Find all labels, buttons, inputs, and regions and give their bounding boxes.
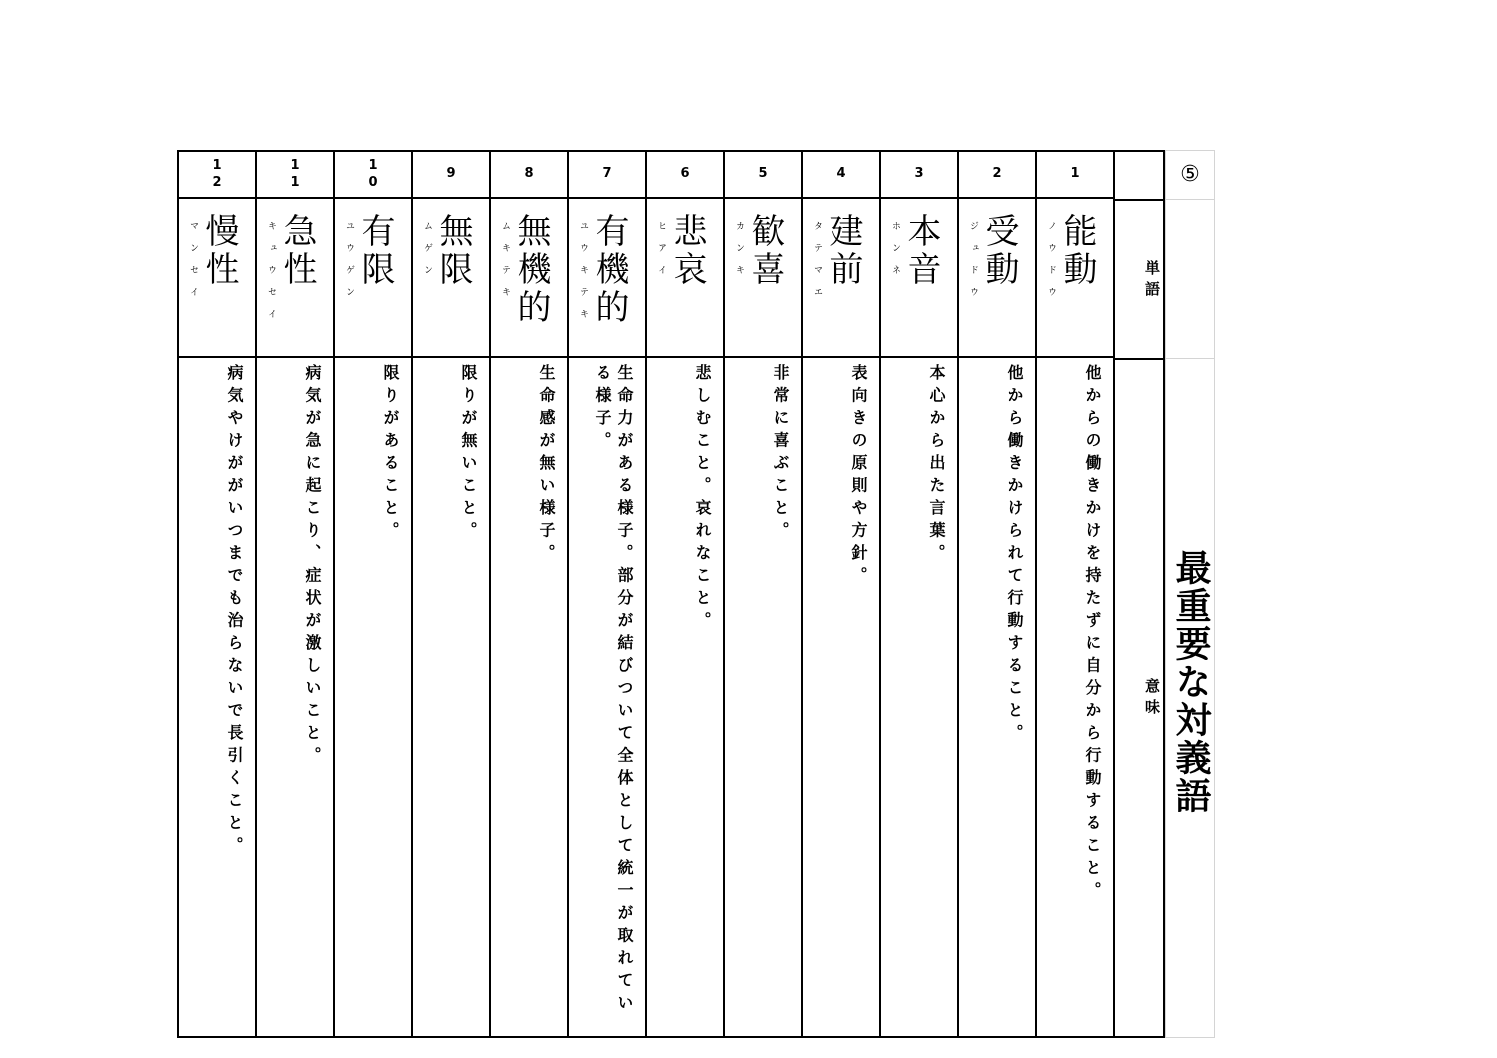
entry-reading: マンセイ <box>188 221 198 309</box>
entry-reading: ヒアイ <box>656 221 666 287</box>
entry-column-3 <box>881 152 959 1036</box>
entry-number: 11 <box>287 157 303 192</box>
title-column <box>1165 150 1215 1038</box>
entry-reading: ムキテキ <box>500 221 510 309</box>
entry-word: 悲哀 <box>667 213 707 289</box>
entry-number: 8 <box>521 166 537 183</box>
entry-word: 有機的 <box>589 213 629 327</box>
entry-number: 6 <box>677 166 693 183</box>
entry-number: 10 <box>365 157 381 192</box>
entry-column-8 <box>491 152 569 1036</box>
entry-meaning: 限りが無いこと。 <box>459 364 478 544</box>
entry-word: 本音 <box>901 213 941 289</box>
entry-number: 4 <box>833 166 849 183</box>
entry-column-7 <box>569 152 647 1036</box>
entry-reading: キュウセイ <box>266 221 276 331</box>
vocabulary-table <box>177 150 1115 1038</box>
entry-word: 歓喜 <box>745 213 785 289</box>
entry-reading: ユウキテキ <box>578 221 588 331</box>
entry-meaning: 表向きの原則や方針。 <box>849 364 868 589</box>
entry-column-5 <box>725 152 803 1036</box>
entry-reading: ノウドウ <box>1046 221 1056 309</box>
entry-number: 12 <box>209 157 225 192</box>
entry-word: 急性 <box>277 213 317 289</box>
entry-meaning: 悲しむこと。哀れなこと。 <box>693 364 712 634</box>
entry-meaning: 生命感が無い様子。 <box>537 364 556 567</box>
entry-meaning: 本心から出た言葉。 <box>927 364 946 567</box>
entry-number: 2 <box>989 166 1005 183</box>
entry-word: 建前 <box>823 213 863 289</box>
entry-reading: ユウゲン <box>344 221 354 309</box>
entry-number: 5 <box>755 166 771 183</box>
entry-word: 能動 <box>1057 213 1097 289</box>
entry-reading: ホンネ <box>890 221 900 287</box>
entry-number: 7 <box>599 166 615 183</box>
entry-meaning: 他からの働きかけを持たずに自分から行動すること。 <box>1083 364 1102 904</box>
entry-meaning: 限りがあること。 <box>381 364 400 544</box>
section-number: ⑤ <box>1180 162 1200 187</box>
entry-column-12 <box>179 152 257 1036</box>
entry-column-11 <box>257 152 335 1036</box>
page-title: 最重要な対義語 <box>1170 549 1211 815</box>
entry-number: 3 <box>911 166 927 183</box>
entry-word: 受動 <box>979 213 1019 289</box>
entry-word: 無限 <box>433 213 473 289</box>
entry-column-6 <box>647 152 725 1036</box>
entry-reading: カンキ <box>734 221 744 287</box>
entry-meaning: 他から働きかけられて行動すること。 <box>1005 364 1024 747</box>
entry-column-9 <box>413 152 491 1036</box>
entry-reading: ジュドウ <box>968 221 978 309</box>
entry-column-10 <box>335 152 413 1036</box>
word-header: 単語 <box>1143 260 1161 302</box>
entry-column-2 <box>959 152 1037 1036</box>
entry-column-4 <box>803 152 881 1036</box>
entry-word: 無機的 <box>511 213 551 327</box>
entry-meaning: 生命力がある様子。部分が結びついて全体として統一が取れている様子。 <box>593 364 634 1017</box>
entry-word: 有限 <box>355 213 395 289</box>
meaning-header: 意味 <box>1143 678 1161 720</box>
entry-meaning: 病気が急に起こり、症状が激しいこと。 <box>303 364 322 769</box>
entry-number: 9 <box>443 166 459 183</box>
entry-meaning: 病気やけががいつまでも治らないで長引くこと。 <box>225 364 244 859</box>
entry-meaning: 非常に喜ぶこと。 <box>771 364 790 544</box>
entry-reading: ムゲン <box>422 221 432 287</box>
entry-word: 慢性 <box>199 213 239 289</box>
entry-number: 1 <box>1067 166 1083 183</box>
entry-column-1 <box>1037 152 1115 1036</box>
header-column <box>1115 150 1165 1038</box>
entry-reading: タテマエ <box>812 221 822 309</box>
